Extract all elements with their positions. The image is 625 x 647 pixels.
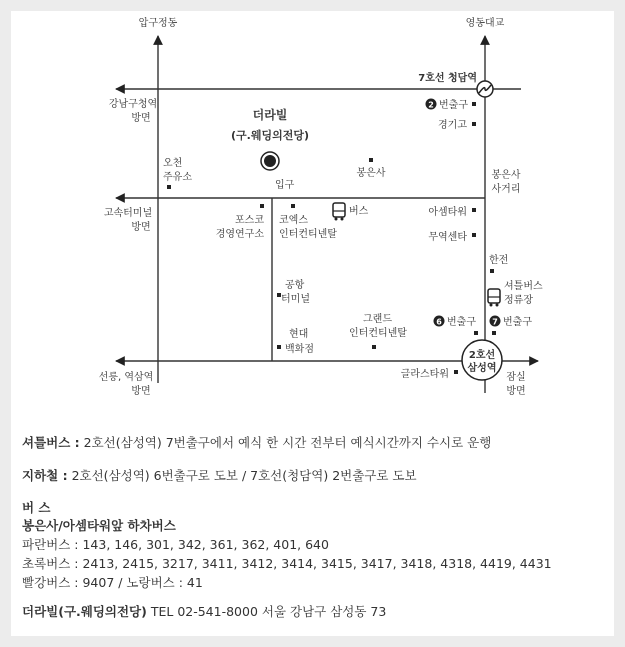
svg-text:6: 6 — [436, 317, 442, 327]
location-map — [11, 11, 614, 403]
coex-dot — [291, 204, 295, 208]
trade-dot — [472, 233, 476, 237]
hanjeon-label: 한전 — [489, 255, 509, 266]
venue-marker-icon — [261, 152, 279, 170]
map-sheet — [11, 11, 614, 636]
line2-label: 2호선 — [468, 350, 496, 361]
exit-7-label: 번출구 — [503, 317, 532, 328]
bus-stop-title: 봉은사/아셈타워앞 하차버스 — [22, 518, 176, 533]
green-bus-line: 초록버스 : 2413, 2415, 3217, 3411, 3412, 3414, 3415, 3417, 3418, 4318, 4419, 4431 — [22, 556, 552, 571]
subway-info — [22, 466, 417, 484]
bongeunsa-dot — [369, 158, 373, 162]
grand-dot — [372, 345, 376, 349]
trade-label: 무역센타 — [428, 232, 467, 243]
venue-name: 더라빌 — [252, 108, 288, 122]
coex-label-1: 코엑스 — [279, 215, 308, 226]
samseong-label: 삼성역 — [467, 363, 497, 374]
subway-info-label: 지하철 : — [22, 468, 68, 483]
hyundai-label-2: 백화점 — [285, 344, 314, 355]
posco-dot — [260, 204, 264, 208]
label-east-middle-1: 봉은사 — [491, 170, 521, 181]
exit-6-label: 번출구 — [447, 317, 476, 328]
shuttle-stop-label-1: 셔틀버스 — [504, 281, 543, 292]
label-west-middle-1: 고속터미널 — [103, 208, 153, 219]
gyeonggi-label: 경기고 — [438, 120, 467, 131]
exit-2-badge — [426, 99, 437, 110]
exit-2-label: 번출구 — [439, 100, 468, 111]
label-west-middle-2: 방면 — [131, 222, 151, 233]
asem-label: 아셈타워 — [428, 207, 467, 218]
hanjeon-dot — [490, 269, 494, 273]
exit-7-dot — [492, 331, 496, 335]
venue-former-name: (구.웨딩의전당) — [231, 129, 309, 142]
shuttle-info — [22, 433, 491, 451]
footer-venue: 더라빌(구.웨딩의전당) — [22, 604, 147, 619]
entrance-label: 입구 — [275, 180, 295, 191]
airport-label-1: 공항 — [285, 280, 305, 291]
label-west-lower-1: 선릉, 역삼역 — [98, 372, 154, 383]
exit-6-dot — [474, 331, 478, 335]
shuttle-info-label: 셔틀버스 : — [22, 435, 80, 450]
glass-tower-dot — [454, 370, 458, 374]
exit-2-dot — [472, 102, 476, 106]
label-west-upper-1: 강남구청역 — [108, 99, 158, 110]
exit-7-badge — [490, 316, 501, 327]
asem-dot — [472, 208, 476, 212]
exit-6-badge — [434, 316, 445, 327]
svg-text:7: 7 — [492, 317, 498, 327]
shuttle-stop-label-2: 정류장 — [504, 295, 533, 306]
label-east-lower-2: 방면 — [506, 386, 526, 397]
blue-bus-line: 파란버스 : 143, 146, 301, 342, 361, 362, 401, 640 — [22, 537, 329, 552]
shuttle-info-text: 2호선(삼성역) 7번출구에서 예식 한 시간 전부터 예식시간까지 수시로 운행 — [83, 435, 492, 450]
bongeunsa-label: 봉은사 — [356, 168, 386, 179]
label-west-lower-2: 방면 — [131, 386, 151, 397]
shuttle-bus-icon — [488, 289, 500, 307]
glass-tower-label: 글라스타워 — [400, 369, 449, 380]
svg-text:2: 2 — [428, 100, 434, 110]
bus-icon — [333, 203, 345, 221]
label-west-upper-2: 방면 — [131, 113, 151, 124]
subway-station-icon — [477, 81, 493, 97]
hyundai-label-1: 현대 — [289, 329, 309, 340]
footer-info — [22, 602, 386, 620]
gyeonggi-dot — [472, 122, 476, 126]
grand-label-2: 인터컨티넨탈 — [349, 328, 407, 339]
line7-station-label: 7호선 청담역 — [418, 73, 477, 84]
grand-label-1: 그랜드 — [363, 314, 392, 325]
coex-label-2: 인터컨티넨탈 — [279, 229, 337, 240]
label-east-middle-2: 사거리 — [491, 184, 521, 195]
bus-title: 버 스 — [22, 500, 51, 515]
ochon-label-2: 주유소 — [163, 172, 192, 183]
hyundai-dot — [277, 345, 281, 349]
posco-label-2: 경영연구소 — [215, 229, 264, 240]
bus-label: 버스 — [349, 206, 369, 217]
posco-label-1: 포스코 — [235, 215, 264, 226]
label-north-top-right: 영동대교 — [465, 18, 505, 29]
label-north-top: 압구정동 — [138, 18, 178, 29]
label-east-lower-1: 잠실 — [506, 372, 526, 383]
airport-dot — [277, 293, 281, 297]
footer-contact: TEL 02-541-8000 서울 강남구 삼성동 73 — [150, 604, 387, 619]
ochon-dot — [167, 185, 171, 189]
ochon-label-1: 오천 — [163, 158, 183, 169]
airport-label-2: 터미널 — [281, 294, 310, 305]
subway-info-text: 2호선(삼성역) 6번출구로 도보 / 7호선(청담역) 2번출구로 도보 — [71, 468, 417, 483]
red-bus-line: 빨강버스 : 9407 / 노랑버스 : 41 — [22, 575, 203, 590]
